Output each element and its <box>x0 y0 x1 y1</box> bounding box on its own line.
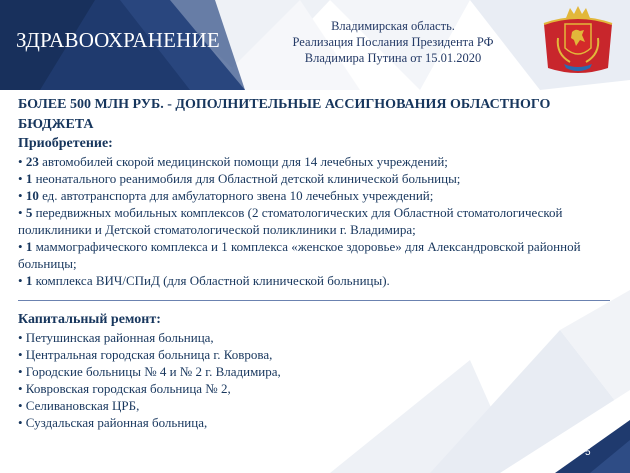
list-item: • Центральная городская больница г. Коврова, <box>18 347 273 362</box>
bullet: • <box>18 188 23 203</box>
bullet: • <box>18 205 23 220</box>
page-number: 5 <box>585 447 591 458</box>
divider <box>18 300 610 301</box>
subtitle-line: Владимирская область. <box>331 19 455 33</box>
acquisition-title: Приобретение: <box>18 136 113 151</box>
list-item <box>18 272 618 289</box>
item-text: передвижных мобильных комплексов (2 стоматологических для Областной стоматологической поликлиники и Детской стоматологической поликлиники г. Владимира; <box>18 205 563 237</box>
item-count: 10 <box>25 188 39 203</box>
main-heading: БОЛЕЕ 500 МЛН РУБ. - ДОПОЛНИТЕЛЬНЫЕ АССИГНОВАНИЯ ОБЛАСТНОГО БЮДЖЕТА <box>18 97 551 132</box>
acquisition-list <box>18 153 618 289</box>
coat-of-arms-icon <box>538 4 618 78</box>
item-text: комплекса ВИЧ/СПиД (для Областной клинической больницы). <box>32 273 390 288</box>
item-text: автомобилей скорой медицинской помощи для 14 лечебных учреждений; <box>38 154 448 169</box>
item-count: 1 <box>25 239 33 254</box>
bullet: • <box>18 171 23 186</box>
list-item <box>18 238 618 272</box>
subtitle-line: Владимира Путина от 15.01.2020 <box>304 51 482 65</box>
bullet: • <box>18 154 23 169</box>
item-count: 1 <box>25 171 33 186</box>
header-subtitle <box>268 18 518 66</box>
main-content <box>18 95 618 431</box>
bullet: • <box>18 273 23 288</box>
section-title: ЗДРАВООХРАНЕНИЕ <box>16 28 220 52</box>
repair-title: Капитальный ремонт: <box>18 312 161 327</box>
repair-list <box>18 329 618 431</box>
list-item: • Суздальская районная больница, <box>18 415 208 430</box>
list-item: • Ковровская городская больница № 2, <box>18 381 231 396</box>
list-item: • Петушинская районная больница, <box>18 330 214 345</box>
item-count: 23 <box>25 154 39 169</box>
item-count: 5 <box>25 205 33 220</box>
list-item: • Городские больницы № 4 и № 2 г. Владимира, <box>18 364 281 379</box>
item-text: неонатального реанимобиля для Областной детской клинической больницы; <box>32 171 461 186</box>
item-text: маммографического комплекса и 1 комплекса «женское здоровье» для Александровской районной больницы; <box>18 239 581 271</box>
list-item: • Селивановская ЦРБ, <box>18 398 140 413</box>
item-text: ед. автотранспорта для амбулаторного звена 10 лечебных учреждений; <box>38 188 434 203</box>
list-item <box>18 153 618 170</box>
list-item <box>18 187 618 204</box>
item-count: 1 <box>25 273 33 288</box>
list-item <box>18 204 618 238</box>
subtitle-line: Реализация Послания Президента РФ <box>292 35 494 49</box>
list-item <box>18 170 618 187</box>
bullet: • <box>18 239 23 254</box>
